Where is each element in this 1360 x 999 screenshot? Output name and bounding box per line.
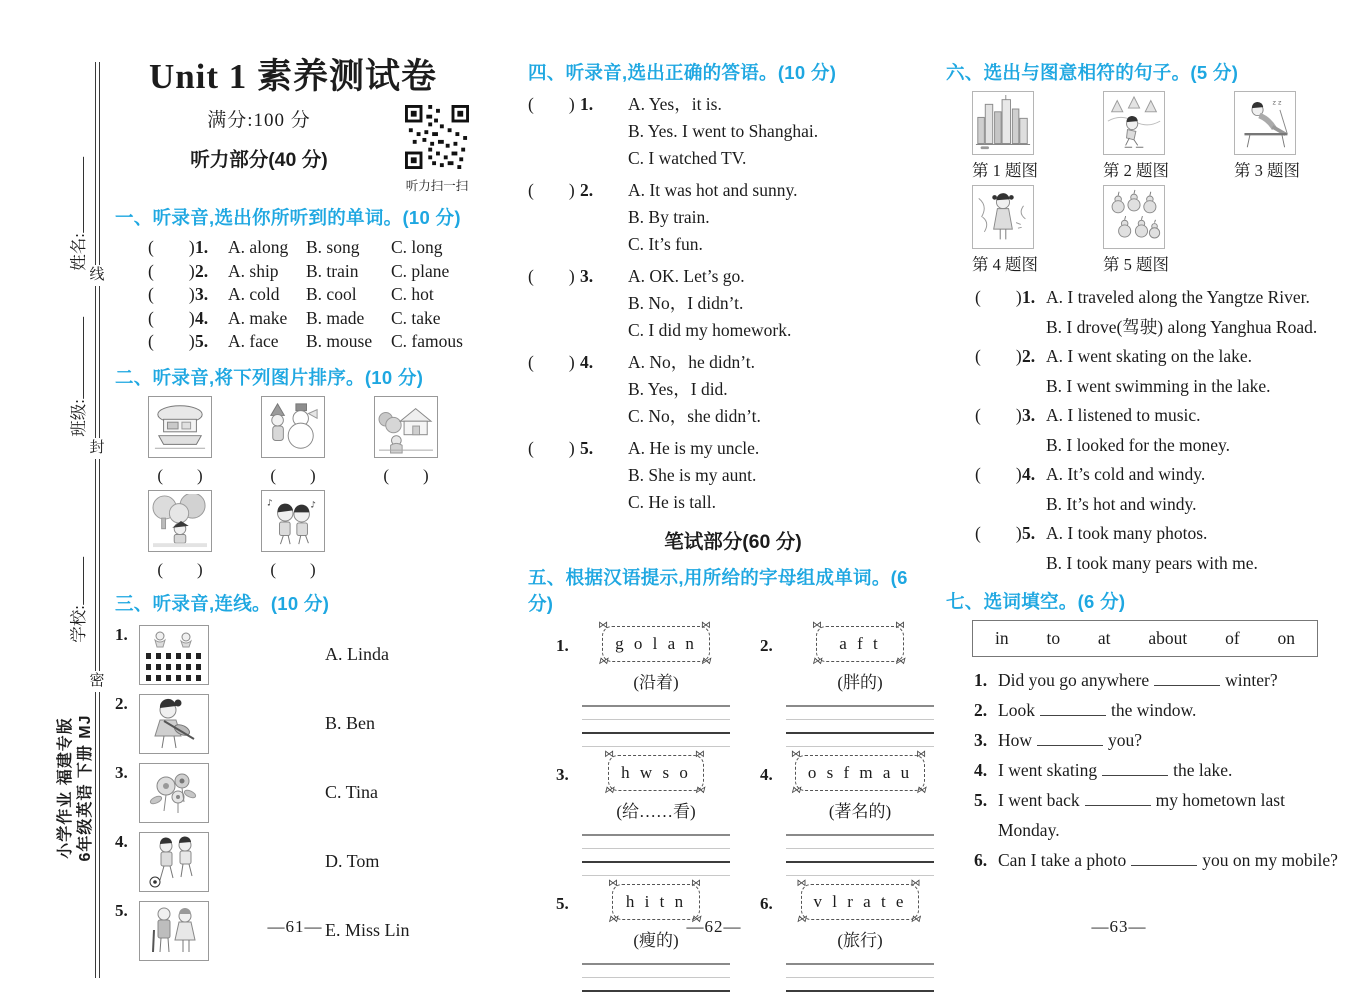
picture-boys-playing-football [139, 832, 209, 892]
option-b: B. I drove(驾驶) along Yanghua Road. [1046, 316, 1318, 337]
letters-box: ⋈ h w s o ⋈ [608, 755, 704, 791]
picture-child-skating-among-trees [1103, 91, 1165, 155]
s4-item: ( ) 1. A. Yes，it is. B. Yes. I went to Shanghai. C. I watched TV. [528, 91, 938, 172]
option-b: B. It’s hot and windy. [1046, 493, 1197, 514]
s7-item: 2. Look the window. [974, 700, 1197, 720]
s5-item: 2. ⋈ a f t ⋈ (胖的) [760, 626, 934, 747]
written-part-header: 笔试部分(60 分) [664, 531, 802, 553]
answer-paren: ( ) [975, 405, 1022, 425]
option-b: B. cool [306, 284, 357, 304]
option-a: A. OK. Let’s go. [628, 266, 745, 286]
sentence-pre: I went back [998, 790, 1080, 810]
class-label: 班级: [69, 399, 88, 437]
section-4-heading: 四、听录音,选出正确的答语。(10 分) [528, 62, 837, 83]
match-option: C. Tina [325, 782, 379, 802]
picture-girl-under-trees [148, 490, 212, 552]
fill-blank [1154, 672, 1220, 686]
option-a: A. It was hot and sunny. [628, 180, 798, 200]
letters-box: ⋈ v l r a t e ⋈ [801, 884, 920, 920]
writing-lines [582, 834, 730, 876]
sentence-post: my hometown last Monday. [998, 790, 1285, 840]
letters-box: ⋈ a f t ⋈ [816, 626, 904, 662]
class-blank [69, 317, 84, 399]
s2-picture-row-1 [115, 396, 471, 486]
picture-caption: 第 4 题图 [972, 255, 1038, 274]
answer-paren: ( ) [528, 94, 575, 114]
writing-lines [786, 834, 934, 876]
option-a: A. I traveled along the Yangtze River. [1046, 287, 1310, 307]
page-title: Unit 1 素养测试卷 [148, 57, 438, 96]
picture-girl-in-wind [972, 185, 1034, 249]
answer-paren: ( ) [148, 260, 195, 281]
picture-girl-with-snowman [261, 396, 325, 458]
s5-item: 4. ⋈ o s f m a u ⋈ (著名的) [760, 755, 934, 876]
option-a: A. No，he didn’t. [628, 352, 756, 372]
option-a: A. I went skating on the lake. [1046, 346, 1253, 366]
answer-paren: ( ) [148, 331, 195, 351]
answer-paren: ( ) [528, 180, 575, 200]
sentence-post: you? [1108, 730, 1143, 750]
s4-item: ( ) 2. A. It was hot and sunny. B. By train. C. It’s fun. [528, 177, 938, 258]
match-option: D. Tom [325, 851, 380, 871]
chinese-hint: (瘦的) [633, 931, 679, 950]
s3-row: 5. E. Miss Lin [115, 901, 471, 961]
option-c: C. It’s fun. [628, 234, 703, 254]
bank-word: in [995, 628, 1009, 648]
fill-blank [1037, 732, 1103, 746]
writing-lines [582, 963, 730, 999]
option-b: B. She is my aunt. [628, 465, 757, 485]
picture-caption: 第 5 题图 [1103, 255, 1169, 274]
option-c: C. He is tall. [628, 492, 716, 512]
sentence-pre: Can I take a photo [998, 850, 1127, 870]
option-b: B. I took many pears with me. [1046, 552, 1258, 573]
s5-grid [528, 622, 938, 999]
s2-picture-row-2 [115, 490, 471, 580]
sentence-post: the window. [1110, 700, 1197, 720]
s6-item: ( ) 4. A. It’s cold and windy. B. It’s hot and windy. [946, 460, 1344, 519]
match-option: B. Ben [325, 713, 376, 733]
option-b: B. song [306, 237, 360, 257]
section-2-heading: 二、听录音,将下列图片排序。(10 分) [115, 366, 424, 388]
s1-row: ( ) 2. A. ship B. train C. plane [115, 260, 471, 284]
option-a: A. face [228, 331, 279, 351]
section-1-heading: 一、听录音,选出你所听到的单词。(10 分) [115, 207, 461, 228]
s7-item: 6. Can I take a photo you on my mobile? [974, 850, 1338, 870]
seal-char-feng: 封 [87, 438, 107, 459]
section-7-heading: 七、选词填空。(6 分) [946, 591, 1126, 612]
s4-item: ( ) 3. A. OK. Let’s go. B. No，I didn’t. C. I did my homework. [528, 263, 938, 344]
option-c: C. take [391, 307, 441, 328]
chinese-hint: (胖的) [837, 673, 883, 692]
seal-char-xian: 线 [87, 265, 107, 286]
picture-two-kids-skating-with-music-notes [261, 490, 325, 552]
section-6-heading: 六、选出与图意相符的句子。(5 分) [946, 62, 1239, 83]
s4-item: ( ) 4. A. No，he didn’t. B. Yes，I did. C. No，she didn’t. [528, 349, 938, 430]
publisher-info [56, 714, 96, 861]
s7-item: 5. I went back my hometown last Monday. [974, 790, 1285, 840]
qr-code-icon [405, 105, 469, 169]
answer-paren: ( ) [975, 464, 1022, 484]
sentence-pre: Did you go anywhere [998, 670, 1150, 690]
page-number-62: —62— [686, 917, 742, 936]
sentence-pre: I went skating [998, 760, 1098, 780]
s7-item: 1. Did you go anywhere winter? [974, 670, 1278, 690]
listening-part-header: 听力部分(40 分) [190, 149, 328, 171]
s3-row: 3. C. Tina [115, 763, 471, 823]
school-blank [69, 557, 84, 605]
sentence-post: the lake. [1173, 760, 1233, 780]
picture-people-working-in-field [139, 625, 209, 685]
letters-box: ⋈ o s f m a u ⋈ [795, 755, 925, 791]
match-option: A. Linda [325, 644, 389, 664]
full-score: 满分:100 分 [207, 110, 311, 131]
option-c: C. I watched TV. [628, 148, 747, 168]
s3-row: 1. A. Linda [115, 625, 471, 685]
option-b: B. train [306, 260, 359, 281]
s3-row: 2. B. Ben [115, 694, 471, 754]
school-field [65, 557, 89, 643]
picture-girl-playing-violin [139, 694, 209, 754]
qr-block [403, 105, 471, 194]
s5-item: 1. ⋈ g o l a n ⋈ (沿着) [556, 626, 730, 747]
name-label: 姓名: [69, 233, 88, 271]
answer-paren: ( ) [270, 465, 316, 485]
bank-word: about [1148, 628, 1188, 648]
s6-item: ( ) 1. A. I traveled along the Yangtze River. B. I drove(驾驶) along Yanghua Road. [946, 283, 1344, 342]
fill-blank [1085, 792, 1151, 806]
answer-paren: ( ) [528, 352, 575, 372]
fill-blank [1040, 702, 1106, 716]
fill-blank [1102, 762, 1168, 776]
answer-paren: ( ) [975, 287, 1022, 307]
picture-caption: 第 2 题图 [1103, 161, 1169, 180]
writing-lines [786, 963, 934, 999]
answer-paren: ( ) [528, 438, 575, 458]
bank-word: on [1277, 628, 1295, 648]
bank-word: to [1046, 628, 1061, 648]
s5-item: 6. ⋈ v l r a t e ⋈ (旅行) [760, 884, 934, 999]
s6-picture-row-2 [946, 185, 1344, 275]
picture-caption: 第 1 题图 [972, 161, 1038, 180]
s6-picture-row-1 [946, 91, 1344, 181]
s6-item: ( ) 5. A. I took many photos. B. I took many pears with me. [946, 519, 1344, 578]
option-b: B. No，I didn’t. [628, 293, 744, 313]
s7-item: 4. I went skating the lake. [974, 760, 1233, 780]
s5-item: 5. ⋈ h i t n ⋈ (瘦的) [556, 884, 730, 999]
answer-paren: ( ) [148, 284, 195, 304]
picture-caption: 第 3 题图 [1234, 161, 1300, 180]
page-number-61: —61— [267, 917, 323, 936]
s5-item: 3. ⋈ h w s o ⋈ (给……看) [556, 755, 730, 876]
option-c: C. I did my homework. [628, 320, 792, 340]
answer-paren: ( ) [975, 346, 1022, 366]
s1-row: ( ) 3. A. cold B. cool C. hot [115, 283, 471, 307]
option-c: C. hot [391, 284, 434, 304]
option-b: B. mouse [306, 331, 373, 351]
option-c: C. long [391, 237, 443, 257]
s1-row: ( ) 5. A. face B. mouse C. famous [115, 330, 471, 354]
page-number-63: —63— [1091, 917, 1147, 936]
svg-text:♪: ♪ [310, 500, 316, 510]
option-a: A. Yes，it is. [628, 94, 722, 114]
class-field [65, 317, 89, 437]
option-b: B. By train. [628, 207, 710, 227]
s7-item: 3. How you? [974, 730, 1143, 750]
writing-lines [786, 705, 934, 747]
section-5-heading: 五、根据汉语提示,用所给的字母组成单词。(6 分) [528, 567, 908, 614]
answer-paren: ( ) [528, 266, 575, 286]
sentence-pre: How [998, 730, 1033, 750]
option-b: B. made [306, 307, 365, 328]
word-bank [972, 620, 1318, 657]
option-a: A. ship [228, 260, 279, 281]
option-c: C. plane [391, 260, 450, 281]
s1-row: ( ) 1. A. along B. song C. long [115, 236, 471, 260]
bank-word: of [1225, 628, 1240, 648]
column-page-63 [946, 55, 1344, 875]
answer-paren: ( ) [148, 237, 195, 257]
s4-item: ( ) 5. A. He is my uncle. B. She is my aunt. C. He is tall. [528, 435, 938, 516]
s6-item: ( ) 3. A. I listened to music. B. I looked for the money. [946, 401, 1344, 460]
chinese-hint: (给……看) [616, 802, 696, 821]
option-a: A. He is my uncle. [628, 438, 760, 458]
option-b: B. Yes，I did. [628, 379, 728, 399]
picture-pears [1103, 185, 1165, 249]
answer-paren: ( ) [383, 465, 429, 485]
option-b: B. I looked for the money. [1046, 434, 1231, 455]
sentence-post: winter? [1225, 670, 1278, 690]
option-a: A. cold [228, 284, 280, 304]
column-page-61 [115, 55, 471, 961]
publisher-line-1: 小学作业 福建专版 [57, 717, 74, 859]
option-b: B. I went swimming in the lake. [1046, 375, 1271, 396]
answer-paren: ( ) [148, 307, 195, 328]
s6-item: ( ) 2. A. I went skating on the lake. B. I went swimming in the lake. [946, 342, 1344, 401]
picture-man-resting-on-bench [1234, 91, 1296, 155]
match-option: E. Miss Lin [325, 920, 410, 940]
bank-word: at [1097, 628, 1111, 648]
letters-box: ⋈ g o l a n ⋈ [602, 626, 710, 662]
qr-caption: 听力扫一扫 [405, 179, 469, 193]
option-c: C. No，she didn’t. [628, 406, 761, 426]
seal-char-mi: 密 [87, 671, 107, 692]
header-row [115, 105, 471, 194]
picture-ornate-boat-building [148, 396, 212, 458]
s1-row: ( ) 4. A. make B. made C. take [115, 307, 471, 331]
picture-bunch-of-flowers [139, 763, 209, 823]
answer-paren: ( ) [270, 559, 316, 579]
name-field [65, 157, 89, 271]
option-a: A. along [228, 237, 289, 257]
s3-row: 4. D. Tom [115, 832, 471, 892]
option-a: A. I took many photos. [1046, 523, 1208, 543]
picture-farmhouse-snow-scene [374, 396, 438, 458]
option-c: C. famous [391, 331, 463, 351]
option-a: A. It’s cold and windy. [1046, 464, 1206, 484]
svg-text:z z: z z [1272, 98, 1282, 107]
option-a: A. I listened to music. [1046, 405, 1201, 425]
answer-paren: ( ) [157, 559, 203, 579]
column-page-62 [528, 55, 938, 999]
chinese-hint: (著名的) [828, 802, 892, 821]
option-b: B. Yes. I went to Shanghai. [628, 121, 819, 141]
sentence-post: you on my mobile? [1202, 850, 1338, 870]
sentence-pre: Look [998, 700, 1035, 720]
publisher-line-2: 6年级英语 下册 MJ [77, 714, 94, 862]
chinese-hint: (沿着) [633, 673, 679, 692]
answer-paren: ( ) [975, 523, 1022, 543]
writing-lines [582, 705, 730, 747]
picture-city-skyline [972, 91, 1034, 155]
fill-blank [1131, 852, 1197, 866]
option-a: A. make [228, 307, 288, 328]
name-blank [69, 157, 84, 233]
svg-text:♪: ♪ [266, 498, 273, 509]
school-label: 学校: [69, 605, 88, 643]
chinese-hint: (旅行) [837, 931, 883, 950]
answer-paren: ( ) [157, 465, 203, 485]
section-3-heading: 三、听录音,连线。(10 分) [115, 592, 330, 614]
letters-box: ⋈ h i t n ⋈ [612, 884, 700, 920]
